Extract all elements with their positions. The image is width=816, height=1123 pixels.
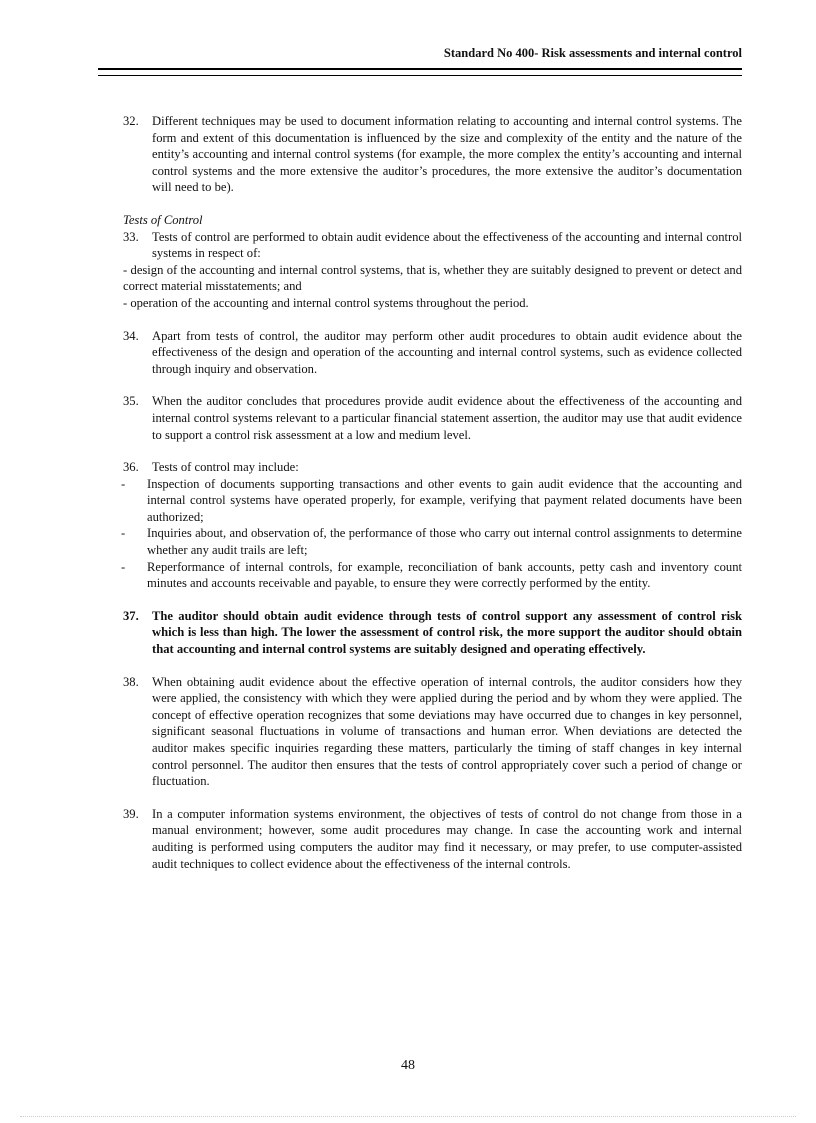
dash-marker: -: [121, 559, 126, 574]
paragraph-text: Tests of control are performed to obtain audit evidence about the effectiveness of the accounting and internal control systems in respect of:: [152, 229, 742, 261]
page-header-title: Standard No 400- Risk assessments and internal control: [443, 46, 742, 60]
paragraph-33-design-line: - design of the accounting and internal control systems, that is, whether they are suitably designed to prevent or detect and correct material misstatements; and: [123, 262, 742, 294]
paragraph-text: When the auditor concludes that procedures provide audit evidence about the effectiveness of the accounting and internal control systems relevant to a particular financial statement assertion, the auditor may use that audit evidence to support a control risk assessment at a low and medium level.: [152, 394, 742, 442]
page-bottom-edge: [20, 1116, 796, 1117]
paragraph-36: [123, 459, 742, 476]
list-item: [121, 559, 742, 592]
document-body: [123, 113, 742, 872]
list-item: [121, 476, 742, 526]
paragraph-37-bold: [123, 608, 742, 658]
paragraph-38: [123, 674, 742, 790]
paragraph-number: 33.: [123, 229, 139, 244]
paragraph-text: Apart from tests of control, the auditor may perform other audit procedures to obtain audit evidence about the effectiveness of the design and operation of the accounting and internal control systems, such as evidence collected through inquiry and observation.: [152, 328, 742, 376]
paragraph-text: Different techniques may be used to document information relating to accounting and internal control systems. The form and extent of this documentation is influenced by the size and complexity of the entity and the nature of the entity’s accounting and internal control systems (for example, the more complex the entity’s accounting and internal control systems and the more extensive the auditor’s procedures, the more extensive the auditor’s documentation will need to be).: [152, 114, 742, 195]
paragraph-number: 36.: [123, 460, 139, 475]
page-number: 48: [401, 1058, 415, 1073]
paragraph-39: [123, 806, 742, 872]
list-item-text: Inspection of documents supporting transactions and other events to gain audit evidence that the accounting and internal control systems have operated properly, for example, verifying that payment related documents have been authorized;: [147, 476, 742, 524]
paragraph-text: When obtaining audit evidence about the effective operation of internal controls, the auditor considers how they were applied, the consistency with which they were applied during the period and by whom they were applied. The concept of effective operation recognizes that some deviations may have occurred due to changes in key personnel, significant seasonal fluctuations in volume of transactions and human error. When deviations are detected the auditor makes specific inquiries regarding these matters, particularly the timing of staff changes in key internal control personnel. The auditor then ensures that the tests of control appropriately cover such a period of change or fluctuation.: [152, 674, 742, 789]
dash-marker: -: [121, 526, 126, 541]
paragraph-32: [123, 113, 742, 196]
paragraph-35: [123, 393, 742, 443]
paragraph-number: 39.: [123, 806, 139, 821]
list-item-text: Reperformance of internal controls, for example, reconciliation of bank accounts, petty cash and inventory count minutes and accounts receivable and payable, to ensure they were correctly performed by the entity.: [147, 559, 742, 591]
paragraph-34: [123, 328, 742, 378]
paragraph-text: Tests of control may include:: [152, 460, 299, 475]
paragraph-number: 34.: [123, 328, 139, 343]
list-item: [121, 525, 742, 558]
list-item-text: Inquiries about, and observation of, the performance of those who carry out internal control assignments to determine whether any audit trails are left;: [147, 526, 742, 558]
dash-marker: -: [121, 476, 126, 491]
section-heading-tests-of-control: Tests of Control: [123, 212, 203, 227]
tests-of-control-list: [121, 476, 742, 592]
paragraph-33: [123, 229, 742, 262]
paragraph-33-operation-line: - operation of the accounting and internal control systems throughout the period.: [123, 295, 529, 310]
paragraph-text: In a computer information systems environment, the objectives of tests of control do not change from those in a manual environment; however, some audit procedures may change. In case the accounting work and internal auditing is performed using computers the auditor may find it necessary, or may prefer, to use computer-assisted audit techniques to collect evidence about the effectiveness of the internal controls.: [152, 806, 742, 871]
header-double-rule: [98, 68, 742, 76]
paragraph-number: 37.: [123, 608, 139, 623]
paragraph-number: 35.: [123, 394, 139, 409]
paragraph-number: 32.: [123, 114, 139, 128]
paragraph-number: 38.: [123, 674, 139, 689]
paragraph-text: The auditor should obtain audit evidence through tests of control support any assessment of control risk which is less than high. The lower the assessment of control risk, the more support the auditor should obtain that accounting and internal control systems are suitably designed and operating effectively.: [152, 608, 742, 657]
